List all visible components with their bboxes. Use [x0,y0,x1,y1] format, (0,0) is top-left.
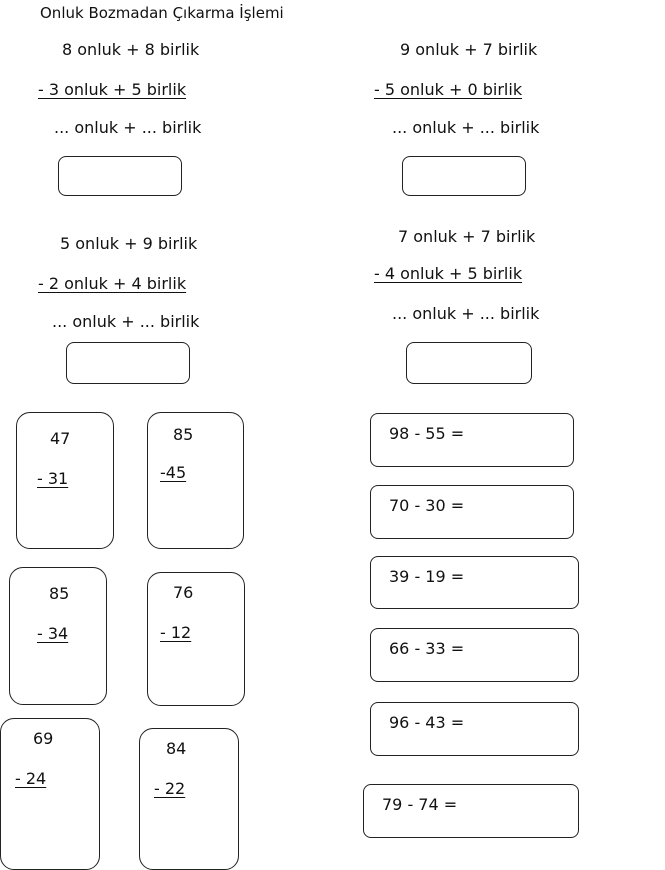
equation-box-1[interactable] [370,413,574,467]
problem-1-answer-box[interactable] [58,156,182,196]
vertical-card-4-minus: - 12 [160,623,192,642]
problem-2-answer-box[interactable] [402,156,526,196]
problem-3-answer-box[interactable] [66,342,190,384]
equation-4: 66 - 33 = [389,639,465,658]
vertical-card-6-top: 84 [166,739,187,758]
equation-box-6[interactable] [363,784,579,838]
equation-5: 96 - 43 = [389,713,465,732]
worksheet-title: Onluk Bozmadan Çıkarma İşlemi [40,4,284,22]
problem-4-top: 7 onluk + 7 birlik [398,227,536,246]
vertical-card-1-top: 47 [50,429,71,448]
problem-1-minus: - 3 onluk + 5 birlik [38,80,187,99]
vertical-card-2-top: 85 [173,425,194,444]
problem-4-answer-box[interactable] [406,342,532,384]
vertical-card-3[interactable] [9,567,107,705]
vertical-card-3-top: 85 [49,584,70,603]
equation-box-5[interactable] [370,702,579,756]
vertical-card-2-minus: -45 [160,463,187,482]
vertical-card-1-minus: - 31 [37,469,69,488]
problem-2-minus: - 5 onluk + 0 birlik [374,80,523,99]
vertical-card-6-minus: - 22 [154,779,186,798]
equation-3: 39 - 19 = [389,567,465,586]
equation-box-4[interactable] [370,628,579,682]
vertical-card-5-minus: - 24 [15,769,47,788]
problem-3-answer: ... onluk + ... birlik [52,312,200,331]
problem-4-answer: ... onluk + ... birlik [392,304,540,323]
vertical-card-1[interactable] [16,412,114,549]
problem-1-top: 8 onluk + 8 birlik [62,40,200,59]
problem-1-answer: ... onluk + ... birlik [54,118,202,137]
vertical-card-2[interactable] [147,412,244,549]
vertical-card-4[interactable] [147,572,245,706]
equation-box-3[interactable] [370,556,579,609]
problem-2-answer: ... onluk + ... birlik [392,118,540,137]
problem-3-minus: - 2 onluk + 4 birlik [38,274,187,293]
vertical-card-4-top: 76 [173,583,194,602]
vertical-card-6[interactable] [139,728,239,870]
problem-2-top: 9 onluk + 7 birlik [400,40,538,59]
problem-3-top: 5 onluk + 9 birlik [60,234,198,253]
equation-1: 98 - 55 = [389,424,465,443]
equation-2: 70 - 30 = [389,496,465,515]
equation-6: 79 - 74 = [382,795,458,814]
problem-4-minus: - 4 onluk + 5 birlik [374,264,523,283]
vertical-card-5[interactable] [0,718,100,870]
equation-box-2[interactable] [370,485,574,539]
vertical-card-3-minus: - 34 [37,624,69,643]
vertical-card-5-top: 69 [33,729,54,748]
